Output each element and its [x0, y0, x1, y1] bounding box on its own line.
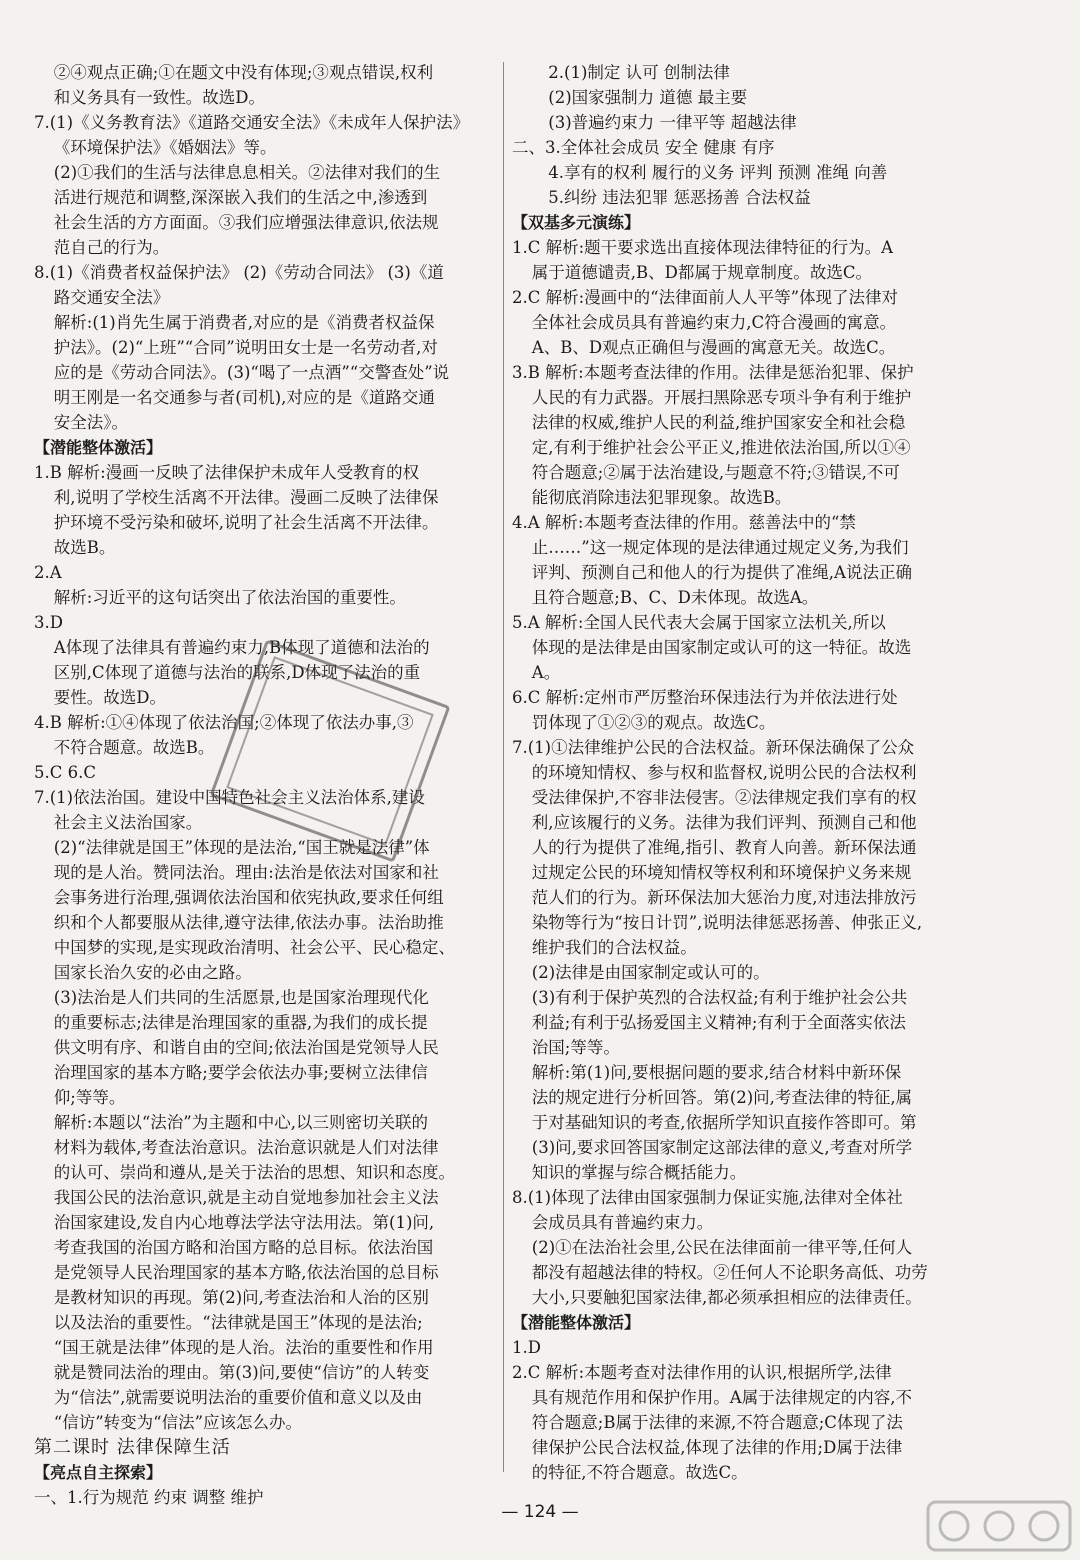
text-line: 5.A 解析:全国人民代表大会属于国家立法机关,所以 [512, 613, 886, 632]
text-line: 的重要标志;法律是治理国家的重器,为我们的成长提 [53, 1013, 428, 1032]
text-line: 体现的是法律是由国家制定或认可的这一特征。故选 [531, 638, 912, 657]
text-line: 活进行规范和调整,深深嵌入我们的生活之中,渗透到 [53, 188, 428, 207]
right-column [512, 60, 968, 1485]
text-line: 考查我国的治国方略和治国方略的总目标。依法治国 [53, 1238, 434, 1257]
text-line: 8.(1)体现了法律由国家强制力保证实施,法律对全体社 [512, 1188, 903, 1207]
text-line: 2.A [34, 563, 62, 582]
text-line: 符合题意;②属于法治建设,与题意不符;③错误,不可 [531, 463, 900, 482]
text-line: 利,应该履行的义务。法律为我们评判、预测自己和他 [531, 813, 917, 832]
text-line: 解析:(1)肖先生属于消费者,对应的是《消费者权益保 [53, 313, 435, 332]
text-line: 二、3.全体社会成员 安全 健康 有序 [512, 138, 775, 157]
text-line: “国王就是法律”体现的是人治。法治的重要性和作用 [53, 1338, 434, 1357]
text-line: 6.C 解析:定州市严厉整治环保违法行为并依法进行处 [512, 688, 898, 707]
text-line: 解析:习近平的这句话突出了依法治国的重要性。 [53, 588, 406, 607]
text-line: 治理国家的基本方略;要学会依法办事;要树立法律信 [53, 1063, 428, 1082]
text-line: 范人们的行为。新环保法加大惩治力度,对违法排放污 [531, 888, 917, 907]
section-heading: 【双基多元演练】 [512, 213, 641, 232]
text-line: (3)问,要求回答国家制定这部法律的意义,考查对所学 [531, 1138, 913, 1157]
text-line: 罚体现了①②③的观点。故选C。 [531, 713, 776, 732]
text-line: 以及法治的重要性。“法律就是国王”体现的是法治; [53, 1313, 423, 1332]
text-line: 于对基础知识的考查,依据所学知识直接作答即可。第 [531, 1113, 917, 1132]
text-line: 《环境保护法》《婚姻法》等。 [53, 138, 277, 157]
text-line: 会成员具有普遍约束力。 [531, 1213, 714, 1232]
text-line: 社会主义法治国家。 [53, 813, 203, 832]
text-line: 安全法》。 [53, 413, 129, 432]
text-line: 一、1.行为规范 约束 调整 维护 [34, 1488, 264, 1507]
text-line: 4.享有的权利 履行的义务 评判 预测 准绳 向善 [548, 163, 888, 182]
text-line: 治国;等等。 [531, 1038, 620, 1057]
text-line: 护环境不受污染和破坏,说明了社会生活离不开法律。 [53, 513, 439, 532]
text-line: 受法律保护,不容非法侵害。②法律规定我们享有的权 [531, 788, 917, 807]
text-line: 7.(1)《义务教育法》《道路交通安全法》《未成年人保护法》 [34, 113, 470, 132]
text-line: 全体社会成员具有普遍约束力,C符合漫画的寓意。 [531, 313, 897, 332]
text-line: 要性。故选D。 [53, 688, 167, 707]
text-line: 区别,C体现了道德与法治的联系,D体现了法治的重 [53, 663, 421, 682]
text-line: 人的行为提供了准绳,指引、教育人向善。新环保法通 [531, 838, 917, 857]
text-line: 明王刚是一名交通参与者(司机),对应的是《道路交通 [53, 388, 435, 407]
text-line: A、B、D观点正确但与漫画的寓意无关。故选C。 [531, 338, 896, 357]
text-line: 染物等行为“按日计罚”,说明法律惩恶扬善、伸张正义, [531, 913, 923, 932]
text-line: 人民的有力武器。开展扫黑除恶专项斗争有利于维护 [531, 388, 912, 407]
text-line: 能彻底消除违法犯罪现象。故选B。 [531, 488, 792, 507]
text-line: ②④观点正确;①在题文中没有体现;③观点错误,权利 [53, 63, 434, 82]
text-line: 5.纠纷 违法犯罪 惩恶扬善 合法权益 [548, 188, 811, 207]
text-line: 具有规范作用和保护作用。A属于法律规定的内容,不 [531, 1388, 912, 1407]
text-line: 织和个人都要服从法律,遵守法律,依法办事。法治助推 [53, 913, 444, 932]
text-line: 大小,只要触犯国家法律,都必须承担相应的法律责任。 [531, 1288, 922, 1307]
text-line: 不符合题意。故选B。 [53, 738, 215, 757]
text-line: 4.B 解析:①④体现了依法治国;②体现了依法办事,③ [34, 713, 414, 732]
text-line: 利益;有利于弘扬爱国主义精神;有利于全面落实依法 [531, 1013, 906, 1032]
text-line: 5.C 6.C [34, 763, 96, 782]
text-line: 是党领导人民治理国家的基本方略,依法治国的总目标 [53, 1263, 439, 1282]
text-line: A体现了法律具有普遍约束力,B体现了道德和法治的 [53, 638, 430, 657]
text-line: 4.A 解析:本题考查法律的作用。慈善法中的“禁 [512, 513, 856, 532]
text-line: (2)“法律就是国王”体现的是法治,“国王就是法律”体 [53, 838, 430, 857]
text-line: 是教材知识的再现。第(2)问,考查法治和人治的区别 [53, 1288, 429, 1307]
text-line: 3.B 解析:本题考查法律的作用。法律是惩治犯罪、保护 [512, 363, 914, 382]
text-line: 法的规定进行分析回答。第(2)问,考查法律的特征,属 [531, 1088, 913, 1107]
text-line: 路交通安全法》 [53, 288, 170, 307]
text-line: 的环境知情权、参与权和监督权,说明公民的合法权利 [531, 763, 917, 782]
text-line: 为“信法”,就需要说明法治的重要价值和意义以及由 [53, 1388, 423, 1407]
text-line: 1.D [512, 1338, 541, 1357]
text-line: 中国梦的实现,是实现政治清明、社会公平、民心稳定、 [53, 938, 456, 957]
text-line: 2.C 解析:漫画中的“法律面前人人平等”体现了法律对 [512, 288, 899, 307]
text-line: (2)国家强制力 道德 最主要 [548, 88, 748, 107]
text-line: 治国家建设,发自内心地尊法学法守法用法。第(1)问, [53, 1213, 435, 1232]
text-line: (2)①我们的生活与法律息息相关。②法律对我们的生 [53, 163, 441, 182]
text-line: 8.(1)《消费者权益保护法》 (2)《劳动合同法》 (3)《道 [34, 263, 444, 282]
text-line: 且符合题意;B、C、D未体现。故选A。 [531, 588, 819, 607]
column-divider [503, 62, 504, 1472]
text-line: 供文明有序、和谐自由的空间;依法治国是党领导人民 [53, 1038, 439, 1057]
text-line: 3.D [34, 613, 63, 632]
text-line: (2)法律是由国家制定或认可的。 [531, 963, 770, 982]
text-line: 护法》。(2)“上班”“合同”说明田女士是一名劳动者,对 [53, 338, 438, 357]
text-line: 7.(1)依法治国。建设中国特色社会主义法治体系,建设 [34, 788, 425, 807]
section-heading: 【潜能整体激活】 [34, 438, 163, 457]
text-line: 国家长治久安的必由之路。 [53, 963, 252, 982]
text-line: A。 [531, 663, 561, 682]
text-line: “信访”转变为“信法”应该怎么办。 [53, 1413, 303, 1432]
text-line: 现的是人治。赞同法治。理由:法治是依法对国家和社 [53, 863, 439, 882]
text-line: 定,有利于维护社会公平正义,推进依法治国,所以①④ [531, 438, 911, 457]
text-line: 仰;等等。 [53, 1088, 126, 1107]
text-line: 的特征,不符合题意。故选C。 [531, 1463, 748, 1482]
text-line: 1.B 解析:漫画一反映了法律保护未成年人受教育的权 [34, 463, 420, 482]
text-line: 解析:本题以“法治”为主题和中心,以三则密切关联的 [53, 1113, 428, 1132]
text-line: 都没有超越法律的特权。②任何人不论职务高低、功劳 [531, 1263, 928, 1282]
text-line: 7.(1)①法律维护公民的合法权益。新环保法确保了公众 [512, 738, 915, 757]
text-line: 应的是《劳动合同法》。(3)“喝了一点酒”“交警查处”说 [53, 363, 450, 382]
page-number: — 124 — [501, 1502, 579, 1522]
text-line: 解析:第(1)问,要根据问题的要求,结合材料中新环保 [531, 1063, 902, 1082]
text-line: 故选B。 [53, 538, 116, 557]
text-line: 评判、预测自己和他人的行为提供了准绳,A说法正确 [531, 563, 912, 582]
text-line: 社会生活的方方面面。③我们应增强法律意识,依法规 [53, 213, 439, 232]
text-line: 1.C 解析:题干要求选出直接体现法律特征的行为。A [512, 238, 894, 257]
section-heading: 【亮点自主探索】 [34, 1463, 163, 1482]
text-line: (3)有利于保护英烈的合法权益;有利于维护社会公共 [531, 988, 908, 1007]
text-line: 范自己的行为。 [53, 238, 170, 257]
text-line: 维护我们的合法权益。 [531, 938, 697, 957]
text-line: 符合题意;B属于法律的来源,不符合题意;C体现了法 [531, 1413, 903, 1432]
text-line: (3)法治是人们共同的生活愿景,也是国家治理现代化 [53, 988, 429, 1007]
watermark-logo-icon [924, 1496, 1074, 1556]
text-line: 止……”这一规定体现的是法律通过规定义务,为我们 [531, 538, 909, 557]
text-line: 2.C 解析:本题考查对法律作用的认识,根据所学,法律 [512, 1363, 892, 1382]
text-line: 法律的权威,维护人民的利益,维护国家安全和社会稳 [531, 413, 906, 432]
text-line: 就是赞同法治的理由。第(3)问,要使“信访”的人转变 [53, 1363, 430, 1382]
text-line: 我国公民的法治意识,就是主动自觉地参加社会主义法 [53, 1188, 439, 1207]
text-line: 材料为载体,考查法治意识。法治意识就是人们对法律 [53, 1138, 439, 1157]
text-line: 过规定公民的环境知情权等权利和环境保护义务来规 [531, 863, 912, 882]
text-line: (2)①在法治社会里,公民在法律面前一律平等,任何人 [531, 1238, 913, 1257]
text-line: 会事务进行治理,强调依法治国和依宪执政,要求任何组 [53, 888, 444, 907]
text-line: 律保护公民合法权益,体现了法律的作用;D属于法律 [531, 1438, 903, 1457]
text-line: 利,说明了学校生活离不开法律。漫画二反映了法律保 [53, 488, 439, 507]
text-line: 属于道德谴责,B、D都属于规章制度。故选C。 [531, 263, 873, 282]
text-line: 知识的掌握与综合概括能力。 [531, 1163, 747, 1182]
text-line: 2.(1)制定 认可 创制法律 [548, 63, 730, 82]
text-line: (3)普遍约束力 一律平等 超越法律 [548, 113, 797, 132]
text-line: 的认可、崇尚和遵从,是关于法治的思想、知识和态度。 [53, 1163, 456, 1182]
lesson-title: 第二课时 法律保障生活 [34, 1437, 231, 1458]
section-heading: 【潜能整体激活】 [512, 1313, 641, 1332]
text-line: 和义务具有一致性。故选D。 [53, 88, 266, 107]
